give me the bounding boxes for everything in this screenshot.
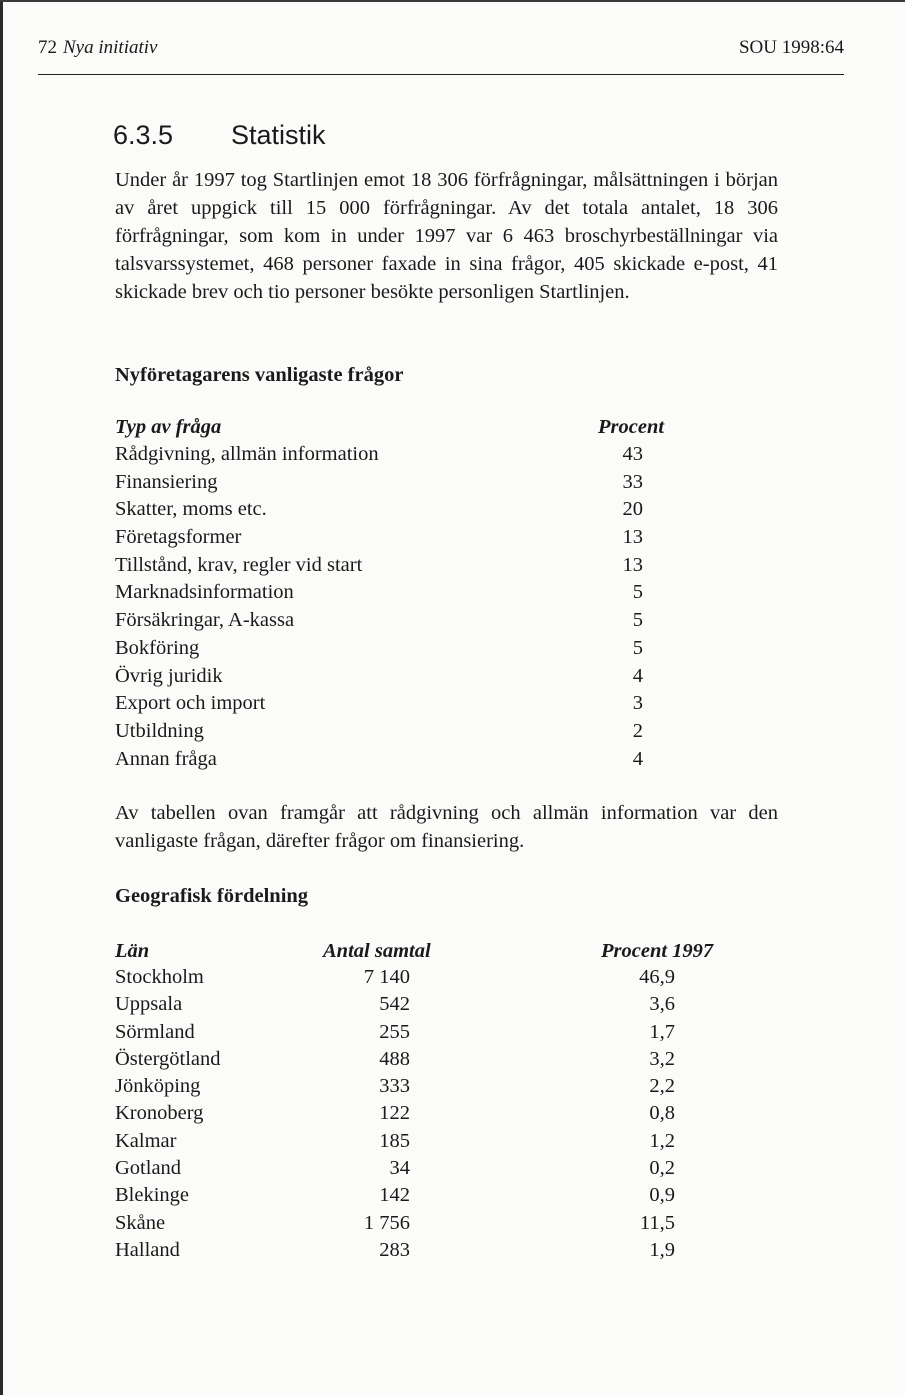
county-percent: 46,9 xyxy=(639,966,675,988)
table-row xyxy=(115,964,735,991)
county-name: Uppsala xyxy=(115,993,183,1016)
county-percent: 0,8 xyxy=(649,1102,675,1125)
call-count: 283 xyxy=(379,1238,410,1261)
call-count: 488 xyxy=(379,1047,410,1070)
table-row xyxy=(115,1100,735,1127)
intro-paragraph: Under år 1997 tog Startlinjen emot 18 306 förfrågningar, målsättningen i början av året uppgick till 15 000 förfrågningar. Av det totala antalet, 18 306 förfrågningar, som kom in under 1997 var 6 463 broschyrbeställningar via talsvarssystemet, 468 personer faxade in sina frågor, 405 skickade e-post, 41 skickade brev och tio personer besökte personligen Startlinjen. xyxy=(115,169,778,303)
table-row xyxy=(115,607,675,635)
chapter-title: Nya initiativ xyxy=(63,37,158,58)
county-percent: 1,7 xyxy=(649,1020,675,1043)
table-row xyxy=(115,496,675,524)
questions-table-title: Nyföretagarens vanligaste frågor xyxy=(115,364,404,386)
call-count: 542 xyxy=(379,993,410,1016)
county-percent: 11,5 xyxy=(639,1211,675,1234)
call-count: 7 140 xyxy=(363,966,410,988)
county-name: Skåne xyxy=(115,1211,166,1234)
question-type: Försäkringar, A-kassa xyxy=(115,609,295,632)
question-type: Tillstånd, krav, regler vid start xyxy=(115,553,363,576)
question-percent: 4 xyxy=(632,664,643,687)
geo-column-calls: Antal samtal xyxy=(323,940,431,962)
county-name: Halland xyxy=(115,1238,180,1261)
table-row xyxy=(115,1128,735,1155)
page-number: 72 xyxy=(38,37,57,58)
county-percent: 3,2 xyxy=(649,1047,675,1070)
table-row xyxy=(115,718,675,746)
table-row xyxy=(115,552,675,580)
document-id: SOU 1998:64 xyxy=(738,37,844,58)
table-row xyxy=(115,524,675,552)
geo-table xyxy=(115,964,735,1264)
table-row xyxy=(115,635,675,663)
questions-table xyxy=(115,441,675,773)
call-count: 333 xyxy=(379,1075,410,1098)
scan-edge-top xyxy=(0,0,905,2)
county-percent: 1,9 xyxy=(649,1238,675,1261)
question-percent: 33 xyxy=(622,470,643,493)
section-heading xyxy=(113,118,326,152)
table-row xyxy=(115,1046,735,1073)
table-row xyxy=(115,469,675,497)
county-name: Jönköping xyxy=(115,1075,201,1098)
question-type: Företagsformer xyxy=(115,526,242,549)
call-count: 1 756 xyxy=(363,1211,410,1234)
table-row xyxy=(115,1237,735,1264)
question-percent: 3 xyxy=(632,692,643,715)
question-type: Marknadsinformation xyxy=(115,581,294,604)
question-percent: 5 xyxy=(632,636,643,659)
question-type: Bokföring xyxy=(115,636,200,659)
section-title: Statistik xyxy=(231,120,326,150)
question-percent: 13 xyxy=(622,553,643,576)
county-percent: 0,2 xyxy=(649,1157,675,1180)
table-row xyxy=(115,1210,735,1237)
running-header-left xyxy=(38,36,157,60)
question-percent: 43 xyxy=(622,443,643,465)
question-type: Annan fråga xyxy=(115,747,217,770)
table-row xyxy=(115,441,675,469)
table-comment: Av tabellen ovan framgår att rådgivning och allmän information var den vanligaste frågan, därefter frågor om finansiering. xyxy=(115,802,778,852)
question-percent: 5 xyxy=(632,581,643,604)
table-row xyxy=(115,663,675,691)
call-count: 122 xyxy=(379,1102,410,1125)
table-row xyxy=(115,991,735,1018)
scan-edge-left xyxy=(0,0,3,1395)
county-name: Östergötland xyxy=(115,1047,221,1070)
table-row xyxy=(115,746,675,774)
geo-column-county: Län xyxy=(115,940,150,962)
questions-column-percent: Procent xyxy=(598,416,665,438)
questions-column-type: Typ av fråga xyxy=(115,416,222,438)
county-percent: 3,6 xyxy=(649,993,675,1016)
question-type: Övrig juridik xyxy=(115,664,223,687)
call-count: 34 xyxy=(389,1157,410,1180)
county-percent: 0,9 xyxy=(649,1184,675,1207)
table-row xyxy=(115,690,675,718)
question-percent: 2 xyxy=(632,719,643,742)
call-count: 255 xyxy=(379,1020,410,1043)
county-name: Kalmar xyxy=(115,1129,177,1152)
question-percent: 4 xyxy=(632,747,643,770)
county-name: Blekinge xyxy=(115,1184,190,1207)
question-type: Skatter, moms etc. xyxy=(115,498,267,521)
question-percent: 5 xyxy=(632,609,643,632)
table-row xyxy=(115,1155,735,1182)
question-percent: 20 xyxy=(622,498,643,521)
table-row xyxy=(115,1182,735,1209)
call-count: 185 xyxy=(379,1129,410,1152)
county-name: Stockholm xyxy=(115,966,204,988)
question-percent: 13 xyxy=(622,526,643,549)
question-type: Export och import xyxy=(115,692,266,715)
geo-column-percent: Procent 1997 xyxy=(601,940,714,962)
table-row xyxy=(115,1019,735,1046)
table-row xyxy=(115,1073,735,1100)
header-rule xyxy=(38,74,844,75)
geo-table-title: Geografisk fördelning xyxy=(115,885,309,907)
table-row xyxy=(115,579,675,607)
section-number: 6.3.5 xyxy=(113,120,174,150)
county-percent: 2,2 xyxy=(649,1075,675,1098)
county-name: Sörmland xyxy=(115,1020,195,1043)
county-name: Gotland xyxy=(115,1157,182,1180)
county-percent: 1,2 xyxy=(649,1129,675,1152)
county-name: Kronoberg xyxy=(115,1102,204,1125)
question-type: Finansiering xyxy=(115,470,218,493)
call-count: 142 xyxy=(379,1184,410,1207)
question-type: Utbildning xyxy=(115,719,204,742)
question-type: Rådgivning, allmän information xyxy=(115,443,379,465)
